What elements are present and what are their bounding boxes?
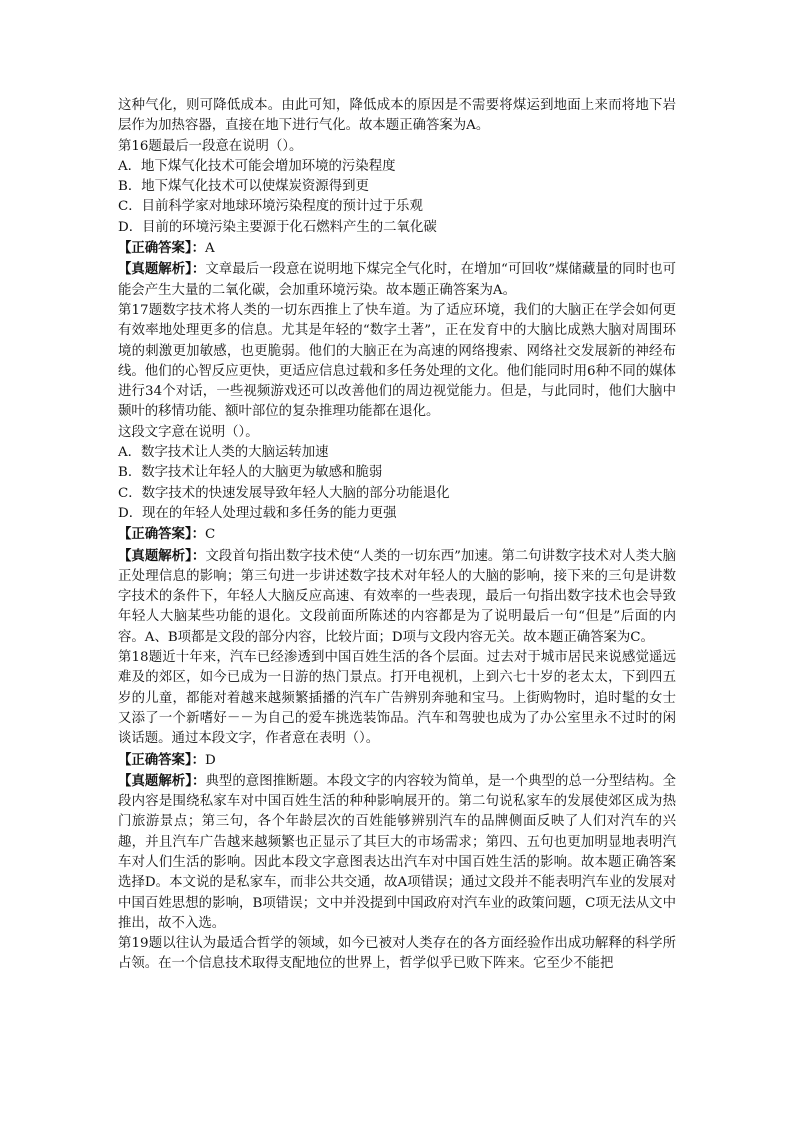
q16-stem: 第16题最后一段意在说明（）。 — [118, 138, 303, 154]
answer-label: 【正确答案】： — [118, 526, 206, 543]
analysis-label: 【真题解析】： — [118, 261, 206, 278]
document-page — [118, 96, 676, 975]
answer-value: A — [205, 241, 215, 257]
q17-option-d: D．现在的年轻人处理过载和多任务的能力更强 — [118, 505, 397, 521]
q16-answer — [118, 238, 676, 259]
analysis-label: 【真题解析】： — [118, 772, 206, 789]
q17-option-b: B．数字技术让年轻人的大脑更为敏感和脆弱 — [118, 465, 383, 481]
q16-option-d: D．目前的环境污染主要源于化石燃料产生的二氧化碳 — [118, 219, 437, 235]
q17-option-c: C．数字技术的快速发展导致年轻人大脑的部分功能退化 — [118, 485, 450, 501]
q16-option-c: C．目前科学家对地球环境污染程度的预计过于乐观 — [118, 199, 423, 215]
q17-passage: 第17题数字技术将人类的一切东西推上了快车道。为了适应环境，我们的大脑正在学会如何更有效率地处理更多的信息。尤其是年轻的“数字土著”，正在发育中的大脑比成熟大脑对周围环境的刺激更加敏感，也更脆弱。他们的大脑正在为高速的网络搜索、网络社交发展新的神经布线。他们的心智反应更快，更适应信息过载和多任务处理的文化。他们能同时用6种不同的媒体进行34个对话，一些视频游戏还可以改善他们的周边视觉能力。但是，与此同时，他们大脑中颞叶的移情功能、额叶部位的复杂推理功能都在退化。 — [118, 302, 676, 420]
analysis-text: 典型的意图推断题。本段文字的内容较为简单，是一个典型的总一分型结构。全段内容是围绕私家车对中国百姓生活的种种影响展开的。第二句说私家车的发展使郊区成为热门旅游景点；第三句，各个年龄层次的百姓能够辨别汽车的品牌侧面反映了人们对汽车的兴趣，并且汽车广告越来越频繁也正显示了其巨大的市场需求；第四、五句也更加明显地表明汽车对人们生活的影响。因此本段文字意图表达出汽车对中国百姓生活的影响。故本题正确答案选择D。本文说的是私家车，而非公共交通，故A项错误；通过文段并不能表明汽车业的发展对中国百姓思想的影响，B项错误；文中并没提到中国政府对汽车业的政策问题，C项无法从文中推出，故不入选。 — [118, 773, 676, 931]
q19-passage: 第19题以往认为最适合哲学的领域，如今已被对人类存在的各方面经验作出成功解释的科学所占领。在一个信息技术取得支配地位的世界上，哲学似乎已败下阵来。它至少不能把 — [118, 936, 676, 972]
q18-passage: 第18题近十年来，汽车已经渗透到中国百姓生活的各个层面。过去对于城市居民来说感觉遥远难及的郊区，如今已成为一日游的热门景点。打开电视机，上到六七十岁的老太太，下到四五岁的儿童，都能对着越来越频繁插播的汽车广告辨别奔驰和宝马。上街购物时，追时髦的女士又添了一个新嗜好－－为自己的爱车挑选装饰品。汽车和驾驶也成为了办公室里永不过时的闲谈话题。通过本段文字，作者意在表明（）。 — [118, 650, 676, 747]
q18-analysis — [118, 771, 676, 934]
answer-label: 【正确答案】： — [118, 240, 206, 257]
analysis-text: 文章最后一段意在说明地下煤完全气化时，在增加“可回收”煤储藏量的同时也可能会产生大量的二氧化碳，会加重环境污染。故本题正确答案为A。 — [118, 262, 676, 298]
answer-value: C — [205, 527, 216, 543]
q17-answer — [118, 524, 676, 545]
analysis-label: 【真题解析】： — [118, 547, 206, 564]
q17-analysis — [118, 546, 676, 648]
q17-stem: 这段文字意在说明（）。 — [118, 424, 259, 440]
q16-option-a: A．地下煤气化技术可能会增加环境的污染程度 — [118, 158, 396, 174]
answer-value: D — [205, 752, 216, 768]
q17-option-a: A．数字技术让人类的大脑运转加速 — [118, 445, 329, 461]
q18-answer — [118, 750, 676, 771]
answer-label: 【正确答案】： — [118, 751, 206, 768]
analysis-text: 文段首句指出数字技术使“人类的一切东西”加速。第二句讲数字技术对人类大脑正处理信息的影响；第三句进一步讲述数字技术对年轻人的大脑的影响，接下来的三句是讲数字技术的条件下，年轻人大脑反应高速、有效率的一些表现，最后一句指出数字技术也会导致年轻人大脑某些功能的退化。文段前面所陈述的内容都是为了说明最后一句“但是”后面的内容。A、B项都是文段的部分内容，比较片面；D项与文段内容无关。故本题正确答案为C。 — [118, 548, 676, 645]
q16-option-b: B．地下煤气化技术可以使煤炭资源得到更 — [118, 179, 369, 195]
q16-analysis — [118, 259, 676, 301]
continuation-paragraph: 这种气化，则可降低成本。由此可知，降低成本的原因是不需要将煤运到地面上来而将地下岩层作为加热容器，直接在地下进行气化。故本题正确答案为A。 — [118, 98, 676, 134]
